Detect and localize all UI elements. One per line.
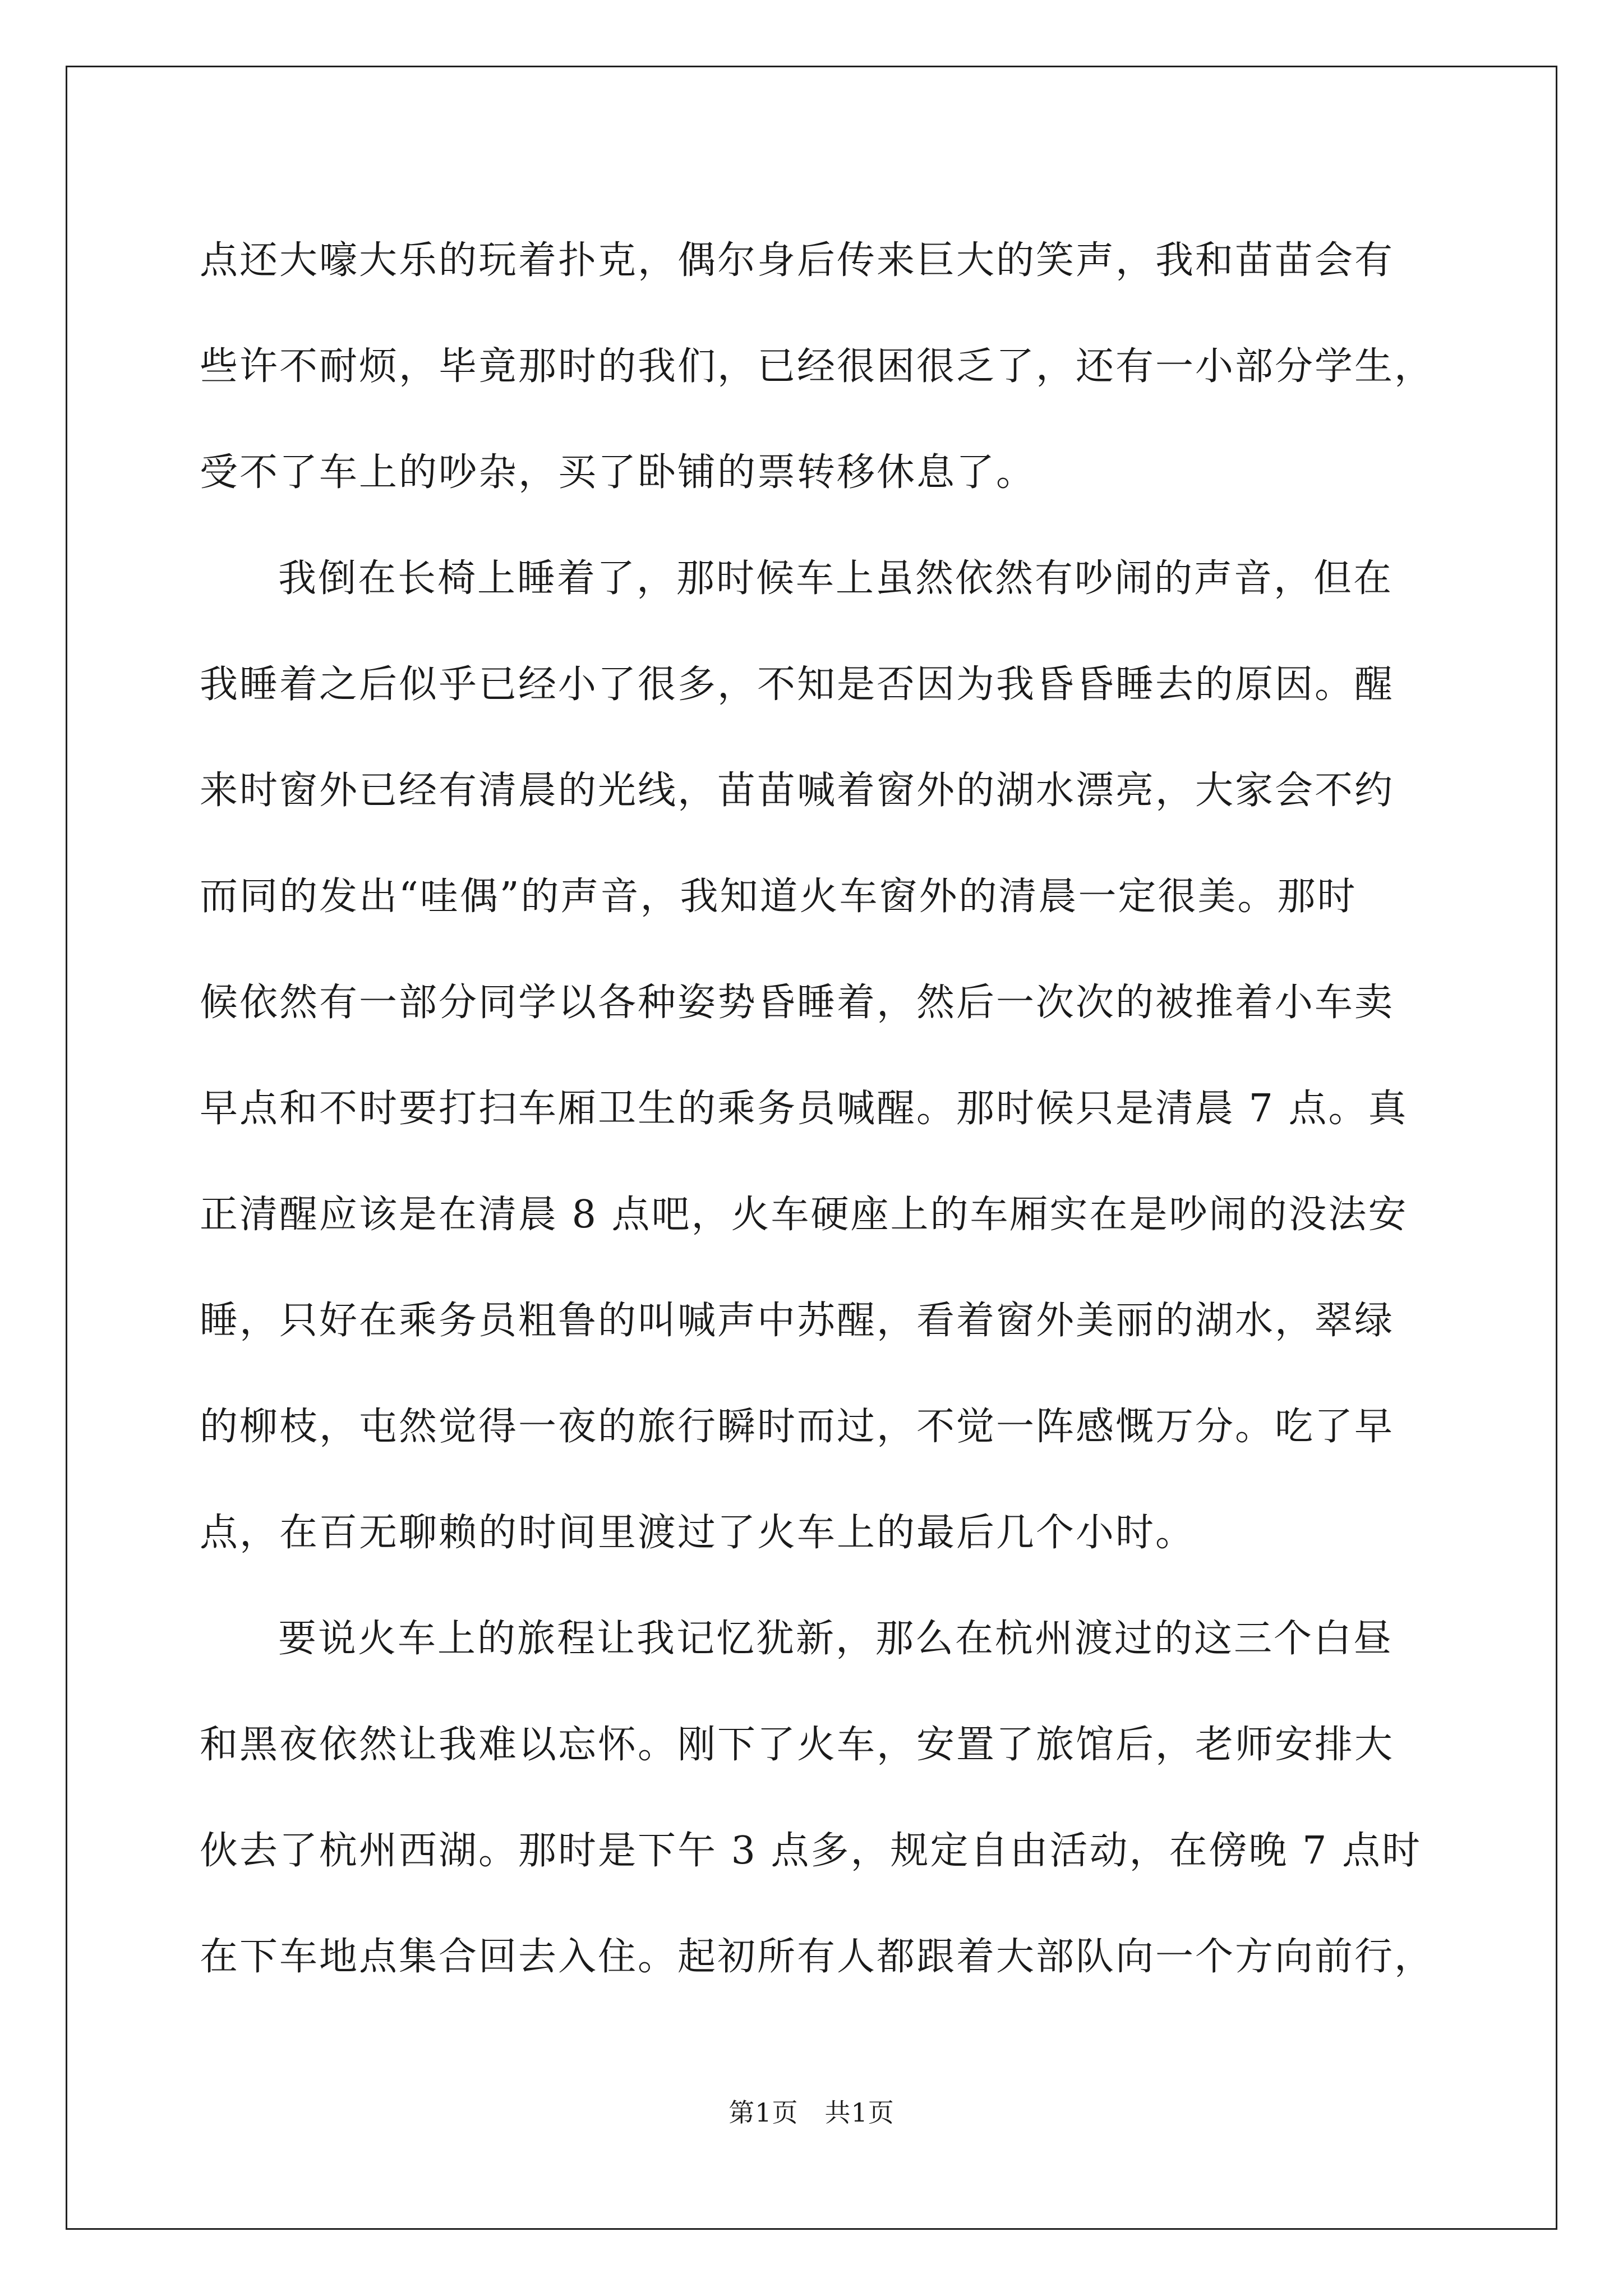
text-line: 和黑夜依然让我难以忘怀。刚下了火车，安置了旅馆后，老师安排大 <box>200 1723 1395 1767</box>
text-line: 来时窗外已经有清晨的光线，苗苗喊着窗外的湖水漂亮，大家会不约 <box>200 769 1395 813</box>
text-line: 我睡着之后似乎已经小了很多，不知是否因为我昏昏睡去的原因。醒 <box>200 662 1395 707</box>
text-line: 受不了车上的吵杂，买了卧铺的票转移休息了。 <box>200 450 1036 495</box>
text-line: 些许不耐烦，毕竟那时的我们，已经很困很乏了，还有一小部分学生， <box>200 344 1435 389</box>
text-line: 的柳枝，屯然觉得一夜的旅行瞬时而过，不觉一阵感慨万分。吃了早 <box>200 1405 1395 1449</box>
paragraph-start-line: 要说火车上的旅程让我记忆犹新，那么在杭州渡过的这三个白昼 <box>278 1617 1394 1661</box>
page-number: 第1页 共1页 <box>728 2097 895 2128</box>
text-line: 早点和不时要打扫车厢卫生的乘务员喊醒。那时候只是清晨 7 点。真 <box>200 1087 1408 1131</box>
text-line: 候依然有一部分同学以各种姿势昏睡着，然后一次次的被推着小车卖 <box>200 981 1395 1025</box>
document-body <box>200 208 1433 2010</box>
text-line: 睡，只好在乘务员粗鲁的叫喊声中苏醒，看着窗外美丽的湖水，翠绿 <box>200 1299 1395 1343</box>
text-line: 点，在百无聊赖的时间里渡过了火车上的最后几个小时。 <box>200 1511 1196 1555</box>
text-line: 而同的发出“哇偶”的声音，我知道火车窗外的清晨一定很美。那时 <box>200 875 1357 919</box>
text-line: 在下车地点集合回去入住。起初所有人都跟着大部队向一个方向前行， <box>200 1935 1435 1979</box>
text-line: 点还大嚎大乐的玩着扑克，偶尔身后传来巨大的笑声，我和苗苗会有 <box>200 238 1395 283</box>
paragraph-start-line: 我倒在长椅上睡着了，那时候车上虽然依然有吵闹的声音，但在 <box>278 556 1394 601</box>
text-line: 正清醒应该是在清晨 8 点吧，火车硬座上的车厢实在是吵闹的没法安 <box>200 1193 1408 1237</box>
text-line: 伙去了杭州西湖。那时是下午 3 点多，规定自由活动，在傍晚 7 点时 <box>200 1829 1422 1873</box>
